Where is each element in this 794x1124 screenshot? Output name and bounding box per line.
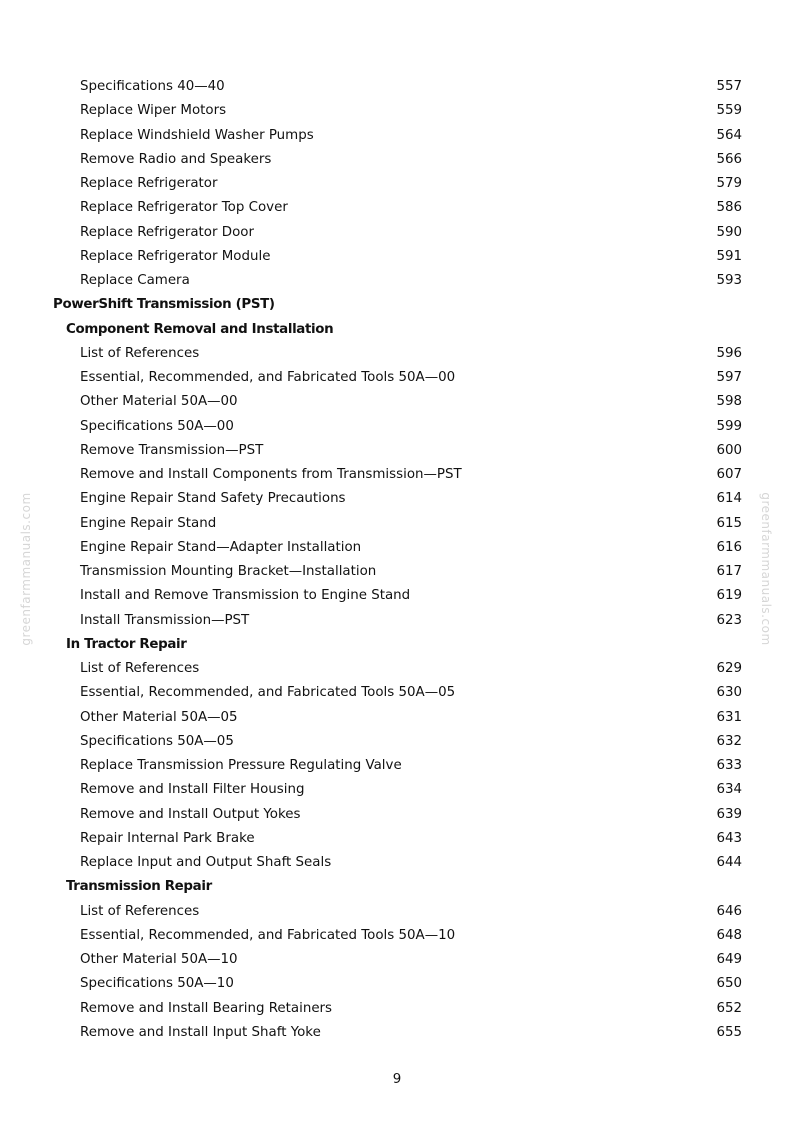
toc-entry[interactable]: [0, 924, 794, 948]
toc-entry-title: Install Transmission—PST: [80, 612, 250, 628]
toc-entry[interactable]: [0, 269, 794, 293]
toc-entry[interactable]: [0, 512, 794, 536]
toc-entry-title: Engine Repair Stand—Adapter Installation: [80, 539, 362, 555]
toc-entry-title: Other Material 50A—10: [80, 952, 238, 967]
table-of-contents: [0, 75, 794, 1045]
toc-entry-title: Replace Camera: [80, 273, 190, 288]
toc-entry[interactable]: [0, 245, 794, 269]
toc-entry-title: Component Removal and Installation: [66, 321, 334, 337]
toc-entry[interactable]: [0, 487, 794, 511]
toc-entry[interactable]: [0, 948, 794, 972]
toc-entry[interactable]: [0, 415, 794, 439]
toc-entry-page-number: 619: [716, 588, 742, 604]
toc-entry-page-number: 623: [716, 612, 742, 628]
toc-entry[interactable]: [0, 827, 794, 851]
toc-entry-page-number: 616: [716, 539, 742, 555]
toc-entry-page-number: 600: [716, 442, 742, 458]
toc-entry-page-number: 590: [716, 224, 742, 240]
toc-entry-page-number: 597: [716, 370, 742, 385]
toc-entry-title: Replace Windshield Washer Pumps: [80, 127, 314, 143]
toc-entry-page-number: 559: [716, 103, 742, 119]
toc-entry-page-number: 566: [716, 151, 742, 167]
toc-entry-page-number: 615: [716, 515, 742, 531]
toc-entry-page-number: 652: [716, 1000, 742, 1016]
toc-entry-title: Specifications 50A—00: [80, 418, 234, 434]
toc-entry[interactable]: [0, 196, 794, 220]
toc-entry[interactable]: [0, 972, 794, 996]
toc-entry-title: Essential, Recommended, and Fabricated Tools 50A—05: [80, 685, 456, 701]
toc-entry-page-number: 643: [716, 830, 742, 846]
toc-entry[interactable]: [0, 366, 794, 390]
toc-entry-page-number: 639: [716, 806, 742, 822]
toc-entry[interactable]: [0, 900, 794, 924]
watermark-left: greenfarmmanuals.com: [19, 492, 33, 646]
toc-entry-page-number: 596: [716, 345, 742, 361]
toc-entry-title: Install and Remove Transmission to Engine Stand: [80, 588, 411, 604]
toc-entry-title: Replace Input and Output Shaft Seals: [80, 855, 332, 870]
toc-entry-page-number: 617: [716, 564, 742, 579]
toc-entry-page-number: 614: [716, 491, 742, 507]
toc-entry[interactable]: [0, 851, 794, 875]
page-number: 9: [392, 1072, 402, 1087]
toc-entry-page-number: 579: [716, 176, 742, 191]
toc-entry[interactable]: [0, 584, 794, 608]
toc-entry[interactable]: [0, 148, 794, 172]
toc-entry[interactable]: [0, 609, 794, 633]
toc-entry-page-number: 598: [716, 394, 742, 410]
toc-entry[interactable]: [0, 560, 794, 584]
toc-entry-page-number: 650: [716, 976, 742, 992]
toc-entry[interactable]: [0, 681, 794, 705]
watermark-right: greenfarmmanuals.com: [759, 492, 773, 646]
toc-entry[interactable]: [0, 75, 794, 99]
toc-entry[interactable]: [0, 657, 794, 681]
toc-entry-title: Remove Radio and Speakers: [80, 151, 272, 167]
toc-entry-title: PowerShift Transmission (PST): [53, 297, 275, 313]
toc-entry-title: Replace Refrigerator Top Cover: [80, 200, 288, 216]
toc-entry-title: Replace Refrigerator Module: [80, 248, 271, 264]
toc-entry-page-number: 649: [716, 952, 742, 967]
toc-entry-page-number: 632: [716, 733, 742, 749]
toc-entry[interactable]: [0, 172, 794, 196]
toc-entry-page-number: 633: [716, 758, 742, 773]
toc-entry-page-number: 646: [716, 903, 742, 919]
toc-entry-title: Essential, Recommended, and Fabricated Tools 50A—10: [80, 927, 456, 943]
toc-entry[interactable]: [0, 536, 794, 560]
toc-entry[interactable]: [0, 706, 794, 730]
toc-entry-title: List of References: [80, 661, 200, 676]
toc-entry-page-number: 629: [716, 661, 742, 676]
toc-entry-title: Engine Repair Stand Safety Precautions: [80, 491, 346, 507]
toc-entry-title: Replace Transmission Pressure Regulating Valve: [80, 758, 402, 773]
toc-entry[interactable]: [0, 99, 794, 123]
toc-entry-title: Replace Refrigerator: [80, 176, 218, 191]
toc-entry-page-number: 631: [716, 709, 742, 725]
toc-entry-title: List of References: [80, 903, 200, 919]
toc-section-heading[interactable]: [0, 633, 794, 657]
toc-entry-title: Remove and Install Input Shaft Yoke: [80, 1024, 321, 1040]
toc-entry-title: Replace Refrigerator Door: [80, 224, 254, 240]
toc-entry[interactable]: [0, 390, 794, 414]
toc-entry[interactable]: [0, 730, 794, 754]
toc-entry[interactable]: [0, 997, 794, 1021]
toc-entry-page-number: 591: [716, 248, 742, 264]
toc-entry-title: Specifications 50A—05: [80, 733, 234, 749]
toc-entry-title: In Tractor Repair: [66, 636, 187, 652]
toc-section-heading[interactable]: [0, 875, 794, 899]
toc-entry-page-number: 564: [716, 127, 742, 143]
toc-entry-title: Essential, Recommended, and Fabricated Tools 50A—00: [80, 370, 456, 385]
toc-entry-page-number: 599: [716, 418, 742, 434]
toc-entry[interactable]: [0, 463, 794, 487]
toc-entry-title: Remove and Install Output Yokes: [80, 806, 301, 822]
toc-entry-page-number: 648: [716, 927, 742, 943]
toc-entry-title: Remove and Install Bearing Retainers: [80, 1000, 333, 1016]
toc-entry-page-number: 634: [716, 782, 742, 798]
toc-entry-title: Remove Transmission—PST: [80, 442, 264, 458]
toc-entry-page-number: 630: [716, 685, 742, 701]
toc-entry[interactable]: [0, 754, 794, 778]
toc-entry-title: Remove and Install Components from Transmission—PST: [80, 467, 462, 482]
toc-entry-page-number: 644: [716, 855, 742, 870]
toc-entry-title: Other Material 50A—00: [80, 394, 238, 410]
toc-entry-page-number: 593: [716, 273, 742, 288]
toc-section-heading[interactable]: [0, 293, 794, 317]
toc-entry-title: Repair Internal Park Brake: [80, 830, 255, 846]
toc-entry-page-number: 607: [716, 467, 742, 482]
toc-entry-title: Other Material 50A—05: [80, 709, 238, 725]
toc-entry-title: Remove and Install Filter Housing: [80, 782, 305, 798]
toc-entry[interactable]: [0, 439, 794, 463]
toc-entry[interactable]: [0, 803, 794, 827]
toc-entry[interactable]: [0, 124, 794, 148]
toc-entry-title: Specifications 40—40: [80, 79, 225, 94]
toc-entry-page-number: 586: [716, 200, 742, 216]
toc-entry-title: Transmission Repair: [66, 879, 212, 895]
toc-entry-title: Transmission Mounting Bracket—Installation: [80, 564, 377, 579]
toc-entry[interactable]: [0, 221, 794, 245]
toc-entry-title: List of References: [80, 345, 200, 361]
toc-entry[interactable]: [0, 778, 794, 802]
toc-entry[interactable]: [0, 1021, 794, 1045]
toc-entry-title: Specifications 50A—10: [80, 976, 234, 992]
toc-entry-title: Engine Repair Stand: [80, 515, 217, 531]
toc-entry-page-number: 557: [716, 79, 742, 94]
toc-section-heading[interactable]: [0, 318, 794, 342]
toc-entry-page-number: 655: [716, 1024, 742, 1040]
toc-entry-title: Replace Wiper Motors: [80, 103, 227, 119]
toc-entry[interactable]: [0, 342, 794, 366]
